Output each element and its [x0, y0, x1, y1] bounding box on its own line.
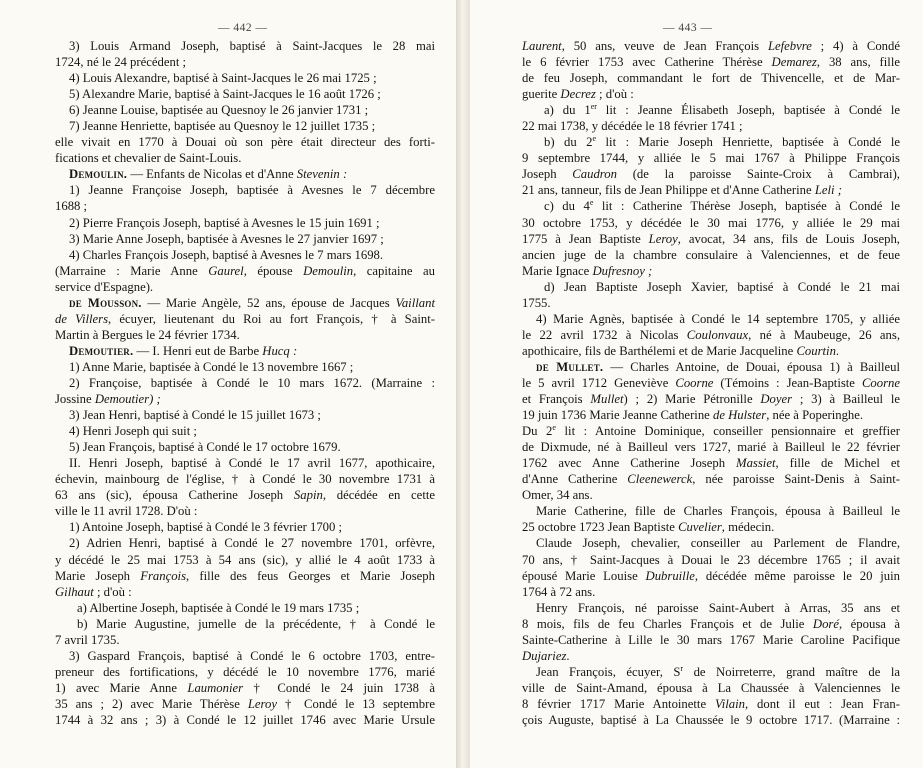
- text-run: Marie Joseph: [55, 568, 141, 583]
- text-run: II. Henri Joseph, baptisé à Condé le 17 avril 1677, apothicaire,: [69, 456, 435, 471]
- text-run: , fille de Michel et: [775, 456, 900, 471]
- text-run: çois Auguste, baptisé à La Chaussée le 9 octobre 1717. (Marraine :: [522, 712, 900, 727]
- text-run: 5) Alexandre Marie, baptisé à Saint-Jacques le 16 août 1726 ;: [69, 87, 381, 102]
- text-run: , écuyer, lieutenant du Roi au fort François, † à Saint-: [108, 311, 435, 326]
- text-run: 1688 ;: [55, 199, 88, 214]
- text-run: 3) Gaspard François, baptisé à Condé le 6 octobre 1703, entre-: [69, 648, 435, 663]
- text-line: [522, 455, 900, 471]
- text-run: 4) Charles François Joseph, baptisé à Avesnes le 7 mars 1698.: [69, 247, 384, 262]
- italic-name: Cuvelier: [678, 520, 722, 535]
- text-run: — Charles Antoine, de Douai, épousa 1) à Bailleul: [603, 359, 900, 374]
- text-line: [55, 247, 435, 263]
- text-line: [522, 407, 900, 423]
- text-run: 3) Marie Anne Joseph, baptisée à Avesnes le 27 janvier 1697 ;: [69, 231, 384, 246]
- text-run: d'Anne Catherine: [522, 472, 628, 487]
- text-line: [55, 407, 435, 423]
- text-run: service d'Espagne).: [55, 279, 154, 294]
- text-run: Martin à Bergues le 24 février 1734.: [55, 327, 240, 342]
- text-line: [55, 102, 435, 118]
- text-line: [522, 134, 900, 150]
- text-line: [55, 487, 435, 503]
- text-run: , épousa à: [839, 616, 900, 631]
- text-run: , 50 ans, veuve de Jean François: [561, 39, 768, 53]
- text-run: 2) Françoise, baptisée à Condé le 10 mars 1672. (Marraine :: [69, 375, 435, 390]
- text-run: ville de Saint-Amand, épousa à La Chaussée à Valenciennes le: [522, 680, 900, 695]
- text-run: 6) Jeanne Louise, baptisée au Quesnoy le 26 janvier 1731 ;: [69, 103, 369, 118]
- text-run: Henry François, né paroisse Saint-Aubert à Arras, 35 ans et: [536, 600, 900, 615]
- text-line: [55, 215, 435, 231]
- text-run: — Enfants de Nicolas et d'Anne: [127, 167, 297, 182]
- text-run: 4) Henri Joseph qui suit ;: [69, 424, 197, 439]
- text-run: et François: [522, 392, 591, 407]
- italic-name: Massiet: [736, 456, 776, 471]
- text-line: [55, 696, 435, 712]
- text-line: [522, 503, 900, 519]
- text-line: [522, 423, 900, 439]
- italic-name: Dubruille: [645, 568, 695, 583]
- text-run: 21 ans, tanneur, fils de Jean Philippe et d'Anne Catherine: [522, 183, 815, 198]
- text-run: 7) Jeanne Henriette, baptisée au Quesnoy le 12 juillet 1735 ;: [69, 119, 376, 134]
- text-line: [55, 118, 435, 134]
- text-line: [55, 712, 435, 728]
- text-run: .: [566, 648, 570, 663]
- italic-name: Stevenin :: [296, 167, 348, 182]
- italic-name: Mullet: [590, 392, 624, 407]
- text-run: le 5 avril 1712 Geneviève: [522, 375, 676, 390]
- text-line: [522, 584, 900, 600]
- superscript: e: [552, 422, 556, 432]
- text-run: , avocat, 34 ans, fils de Louis Joseph,: [677, 231, 900, 246]
- text-line: [55, 166, 435, 182]
- text-run: 30 octobre 1753, y décédée le 30 mai 1776, y alliée le 29 mai: [522, 215, 900, 230]
- italic-name: Hucq :: [262, 343, 298, 358]
- text-run: 2) Pierre François Joseph, baptisé à Avesnes le 15 juin 1691 ;: [69, 215, 380, 230]
- family-heading: de Mullet.: [536, 359, 604, 374]
- left-page: [0, 0, 456, 768]
- text-run: 70 ans, † Saint-Jacques à Douai le 23 décembre 1765 ; il avait: [522, 552, 900, 567]
- text-line: [522, 600, 900, 616]
- italic-name: Doré: [812, 616, 839, 631]
- text-run: 1762 avec Anne Catherine Joseph: [522, 456, 737, 471]
- text-line: [55, 439, 435, 455]
- text-line: [55, 38, 435, 54]
- text-line: [55, 391, 435, 407]
- text-line: [522, 54, 900, 70]
- text-line: [522, 215, 900, 231]
- text-run: (Témoins : Jean-Baptiste: [713, 375, 862, 390]
- text-line: [55, 150, 435, 166]
- text-line: [55, 535, 435, 551]
- text-run: , né à Maubeuge, 26 ans,: [748, 327, 901, 342]
- text-run: , médecin.: [721, 520, 775, 535]
- text-run: 1775 à Jean Baptiste: [522, 231, 649, 246]
- text-line: [55, 134, 435, 150]
- text-run: , décédée même paroisse le 20 juin: [694, 568, 900, 583]
- text-line: [522, 150, 900, 166]
- text-run: , dont il eut : Jean Fran-: [745, 696, 900, 711]
- text-run: 8 février 1717 Marie Antoinette: [522, 696, 715, 711]
- italic-name: Coulonvaux: [686, 327, 749, 342]
- book-gutter: [456, 0, 470, 768]
- text-line: [522, 311, 900, 327]
- text-run: lit : Catherine Thérèse Joseph, baptisée à Condé le: [593, 199, 901, 214]
- text-run: — Marie Angèle, 52 ans, épouse de Jacques: [141, 295, 396, 310]
- text-line: [522, 680, 900, 696]
- italic-name: Coorne: [675, 375, 714, 390]
- text-line: [522, 616, 900, 632]
- italic-name: Gilhaut: [55, 584, 94, 599]
- text-line: [522, 295, 900, 311]
- text-run: épousé Marie Louise: [522, 568, 646, 583]
- text-line: [522, 247, 900, 263]
- text-run: ; d'où :: [595, 87, 634, 102]
- italic-name: de Villers: [55, 311, 109, 326]
- text-run: ville le 11 avril 1728. D'où :: [55, 504, 198, 519]
- superscript: e: [589, 198, 594, 208]
- text-run: elle vivait en 1770 à Douai où son père était directeur des forti-: [55, 135, 435, 150]
- italic-name: Laumonier: [187, 680, 244, 695]
- text-line: [522, 182, 900, 198]
- text-run: 1724, né le 24 précédent ;: [55, 55, 187, 70]
- text-run: 1755.: [522, 295, 551, 310]
- text-line: [55, 600, 435, 616]
- text-run: Jossine: [55, 392, 95, 407]
- text-run: c) du 4: [544, 199, 590, 214]
- text-line: [522, 712, 900, 728]
- text-run: de Noirreterre, grand maître de la: [683, 664, 900, 679]
- text-line: [522, 38, 900, 54]
- text-run: 7 avril 1735.: [55, 632, 120, 647]
- text-run: , fille des feus Georges et Marie Joseph: [186, 568, 435, 583]
- text-line: [522, 439, 900, 455]
- text-line: [522, 632, 900, 648]
- text-run: , née paroisse Saint-Denis à Saint-: [692, 472, 900, 487]
- text-line: [55, 311, 435, 327]
- superscript: e: [592, 134, 597, 144]
- text-line: [522, 664, 900, 680]
- text-run: 2) Adrien Henri, baptisé à Condé le 27 novembre 1701, orfèvre,: [69, 536, 435, 551]
- text-line: [522, 198, 900, 214]
- text-run: 1) Anne Marie, baptisée à Condé le 13 novembre 1667 ;: [69, 359, 354, 374]
- family-heading: Demoulin.: [69, 167, 128, 182]
- text-line: [55, 632, 435, 648]
- text-run: , décédée en cette: [322, 488, 435, 503]
- text-run: 1) Jeanne Françoise Joseph, baptisée à Avesnes le 7 décembre: [69, 183, 435, 198]
- text-line: [522, 535, 900, 551]
- text-run: ; d'où :: [93, 584, 132, 599]
- text-run: 63 ans (sic), épousa Catherine Joseph: [55, 488, 294, 503]
- text-line: [55, 86, 435, 102]
- text-run: apothicaire, fils de Barthélemi et de Marie Jacqueline: [522, 343, 797, 358]
- italic-name: Courtin: [796, 343, 836, 358]
- italic-name: Caudron: [572, 167, 617, 182]
- text-run: d) Jean Baptiste Joseph Xavier, baptisé à Condé le 21 mai: [544, 279, 900, 294]
- text-run: a) du 1: [544, 103, 591, 118]
- text-run: 4) Marie Agnès, baptisée à Condé le 14 septembre 1705, y alliée: [536, 311, 900, 326]
- text-line: [55, 231, 435, 247]
- text-run: Joseph: [522, 167, 573, 182]
- text-run: le 22 avril 1732 à Nicolas: [522, 327, 687, 342]
- text-line: [522, 375, 900, 391]
- italic-name: Demarez: [771, 55, 817, 70]
- text-line: [522, 231, 900, 247]
- text-line: [522, 519, 900, 535]
- text-line: [522, 568, 900, 584]
- text-line: [522, 263, 900, 279]
- text-line: [522, 327, 900, 343]
- text-run: guerite: [522, 87, 561, 102]
- text-run: y décédé le 25 mai 1753 à 54 ans (sic), y allié le 4 août 1733 à: [55, 552, 435, 567]
- text-run: 9 septembre 1744, y alliée le 5 mai 1767 à Philippe François: [522, 151, 900, 166]
- text-line: [55, 375, 435, 391]
- text-line: [522, 471, 900, 487]
- text-line: [55, 182, 435, 198]
- text-line: [55, 54, 435, 70]
- text-run: de feu Joseph, commandant le fort de Thivencelle, et de Mar-: [522, 71, 900, 86]
- text-run: 25 octobre 1723 Jean Baptiste: [522, 520, 679, 535]
- text-run: ; 3) à Bailleul le: [792, 392, 900, 407]
- text-line: [55, 295, 435, 311]
- text-run: 35 ans ; 2) avec Marie Thérèse: [55, 696, 248, 711]
- text-run: preneur des fortifications, y décédé le 10 novembre 1776, marié: [55, 664, 435, 679]
- text-run: † Condé le 13 septembre: [276, 696, 435, 711]
- text-line: [522, 86, 900, 102]
- italic-name: Dufresnoy ;: [592, 263, 653, 278]
- left-text-column: [55, 38, 435, 728]
- text-line: [522, 359, 900, 375]
- text-run: 1744 à 32 ans ; 3) à Condé le 12 juillet 1746 avec Marie Ursule: [55, 712, 435, 727]
- italic-name: Vilain: [714, 696, 746, 711]
- text-run: lit : Marie Joseph Henriette, baptisée à Condé le: [596, 135, 900, 150]
- text-run: lit : Jeanne Élisabeth Joseph, baptisée à Condé le: [596, 103, 900, 118]
- text-run: le 6 février 1753 avec Catherine Thérèse: [522, 55, 772, 70]
- text-run: ; 4) à Condé: [811, 39, 900, 53]
- page-number-right: — 443 —: [663, 22, 713, 34]
- italic-name: Decrez: [560, 87, 596, 102]
- text-line: [522, 102, 900, 118]
- text-line: [55, 359, 435, 375]
- text-run: b) du 2: [544, 135, 593, 150]
- text-run: (de la paroisse Sainte-Croix à Cambrai),: [616, 167, 900, 182]
- text-run: Marie Catherine, fille de Charles François, épousa à Bailleul le: [536, 504, 900, 519]
- text-line: [55, 552, 435, 568]
- text-line: [522, 118, 900, 134]
- text-run: ancien juge de la chambre consulaire à Valenciennes, et de feue: [522, 247, 900, 262]
- text-line: [522, 648, 900, 664]
- text-run: .: [835, 343, 840, 358]
- text-run: Du 2: [522, 424, 553, 439]
- text-line: [55, 584, 435, 600]
- text-line: [522, 487, 900, 503]
- text-line: [55, 327, 435, 343]
- text-run: , 38 ans, fille: [816, 55, 900, 70]
- text-run: 22 mai 1738, y décédée le 18 février 1741 ;: [522, 119, 743, 134]
- text-run: 1) avec Marie Anne: [55, 680, 188, 695]
- text-run: a) Albertine Joseph, baptisée à Condé le 19 mars 1735 ;: [77, 600, 360, 615]
- text-line: [522, 552, 900, 568]
- text-line: [55, 455, 435, 471]
- text-line: [55, 343, 435, 359]
- text-run: ) ; 2) Marie Pétronille: [623, 392, 761, 407]
- text-run: 1764 à 72 ans.: [522, 584, 596, 599]
- italic-name: Leroy: [648, 231, 678, 246]
- family-heading: de Mousson.: [69, 295, 142, 310]
- italic-name: Laurent: [522, 39, 562, 53]
- italic-name: Gaurel: [208, 263, 244, 278]
- text-run: , épouse: [243, 263, 304, 278]
- text-line: [55, 519, 435, 535]
- text-line: [55, 423, 435, 439]
- text-run: Claude Joseph, chevalier, conseiller au Parlement de Flandre,: [536, 536, 900, 551]
- text-line: [522, 391, 900, 407]
- text-run: 3) Louis Armand Joseph, baptisé à Saint-Jacques le 28 mai: [69, 39, 435, 53]
- text-line: [55, 263, 435, 279]
- text-line: [522, 279, 900, 295]
- text-run: fications et chevalier de Saint-Louis.: [55, 151, 242, 166]
- text-run: (Marraine : Marie Anne: [55, 263, 209, 278]
- text-line: [55, 279, 435, 295]
- italic-name: de Hulster: [712, 408, 767, 423]
- italic-name: Demoutier) ;: [94, 392, 161, 407]
- italic-name: Doyer: [760, 392, 793, 407]
- text-run: 5) Jean François, baptisé à Condé le 17 octobre 1679.: [69, 440, 341, 455]
- superscript: er: [590, 101, 597, 111]
- right-text-column: [522, 38, 900, 728]
- text-run: 1) Antoine Joseph, baptisé à Condé le 3 février 1700 ;: [69, 520, 343, 535]
- text-line: [55, 568, 435, 584]
- text-run: Omer, 34 ans.: [522, 488, 593, 503]
- text-line: [55, 648, 435, 664]
- text-line: [55, 198, 435, 214]
- italic-name: Demoulin: [303, 263, 354, 278]
- text-run: Marie Ignace: [522, 263, 593, 278]
- family-heading: Demoutier.: [69, 343, 134, 358]
- right-page: [470, 0, 923, 768]
- italic-name: Dujariez: [522, 648, 567, 663]
- text-line: [55, 471, 435, 487]
- text-run: † Condé le 24 juin 1738 à: [243, 680, 435, 695]
- superscript: r: [680, 663, 684, 673]
- text-line: [55, 680, 435, 696]
- text-line: [522, 166, 900, 182]
- italic-name: Lefebvre: [767, 39, 812, 53]
- text-run: de Dixmude, né à Bailleul vers 1727, marié à Bailleul le 22 février: [522, 440, 900, 455]
- italic-name: Coorne: [861, 375, 900, 390]
- text-line: [522, 70, 900, 86]
- text-run: , capitaine au: [353, 263, 435, 278]
- text-run: 3) Jean Henri, baptisé à Condé le 15 juillet 1673 ;: [69, 408, 321, 423]
- text-line: [55, 616, 435, 632]
- text-run: Jean François, écuyer, S: [536, 664, 681, 679]
- text-run: lit : Antoine Dominique, conseiller pensionnaire et greffier: [555, 424, 900, 439]
- italic-name: Sapin: [293, 488, 323, 503]
- text-run: — I. Henri eut de Barbe: [133, 343, 263, 358]
- text-line: [55, 664, 435, 680]
- text-line: [522, 696, 900, 712]
- italic-name: Leli ;: [814, 183, 842, 198]
- italic-name: Leroy: [247, 696, 277, 711]
- text-run: échevin, mainbourg de l'église, † à Condé le 30 novembre 1731 à: [55, 472, 435, 487]
- text-run: b) Marie Augustine, jumelle de la précédente, † à Condé le: [77, 616, 435, 631]
- text-line: [55, 70, 435, 86]
- page-number-left: — 442 —: [218, 22, 268, 34]
- italic-name: Cleenewerck: [627, 472, 693, 487]
- italic-name: François: [140, 568, 187, 583]
- text-run: 4) Louis Alexandre, baptisé à Saint-Jacques le 26 mai 1725 ;: [69, 71, 377, 86]
- text-line: [522, 343, 900, 359]
- text-run: , née à Poperinghe.: [766, 408, 864, 423]
- text-line: [55, 503, 435, 519]
- text-run: 8 mois, fils de feu Charles François et de Julie: [522, 616, 813, 631]
- italic-name: Vaillant: [395, 295, 435, 310]
- text-run: 19 juin 1736 Marie Jeanne Catherine: [522, 408, 713, 423]
- text-run: Sainte-Catherine à Lille le 30 mars 1767 Marie Caroline Pacifique: [522, 632, 900, 647]
